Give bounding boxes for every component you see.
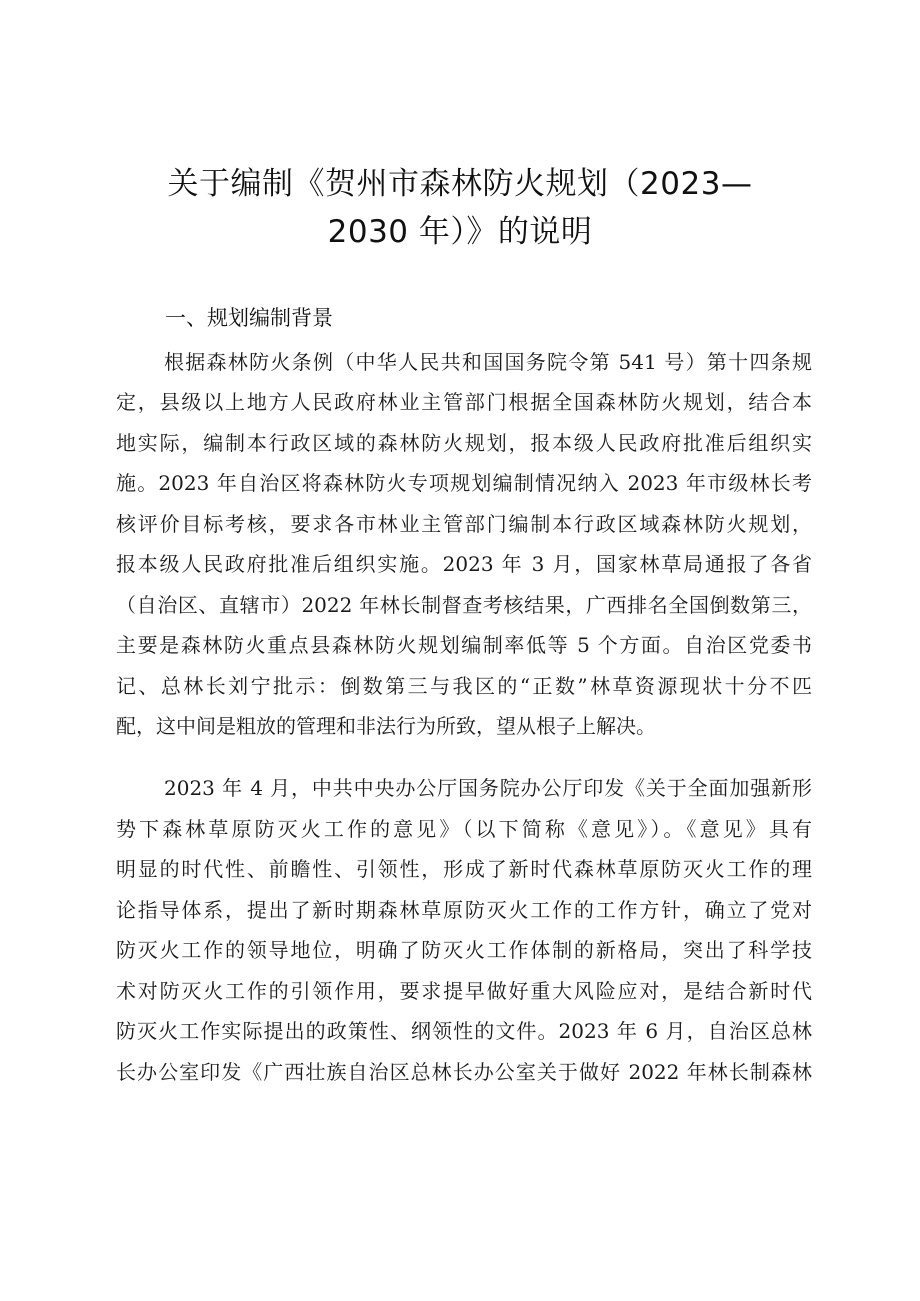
paragraph-line: 2023 年 4 月，中共中央办公厅国务院办公厅印发《关于全面加强新形 <box>164 776 812 800</box>
paragraph-line: 施。2023 年自治区将森林防火专项规划编制情况纳入 2023 年市级林长考 <box>116 471 812 495</box>
paragraph-line: 定，县级以上地方人民政府林业主管部门根据全国森林防火规划，结合本 <box>116 390 812 414</box>
paragraph-line: （自治区、直辖市）2022 年林长制督查考核结果，广西排名全国倒数第三， <box>116 593 812 617</box>
document-title-line-2: 2030 年）》的说明 <box>327 214 593 250</box>
paragraph-line: 论指导体系，提出了新时期森林草原防灭火工作的工作方针，确立了党对 <box>116 898 812 922</box>
paragraph-line: 地实际，编制本行政区域的森林防火规划，报本级人民政府批准后组织实 <box>116 431 812 455</box>
paragraph-line: 报本级人民政府批准后组织实施。2023 年 3 月，国家林草局通报了各省 <box>116 552 812 576</box>
paragraph-line: 明显的时代性、前瞻性、引领性，形成了新时代森林草原防灭火工作的理 <box>116 857 812 881</box>
paragraph-line: 记、总林长刘宁批示：倒数第三与我区的“正数”林草资源现状十分不匹 <box>116 674 812 698</box>
paragraph-line: 术对防灭火工作的引领作用，要求提早做好重大风险应对，是结合新时代 <box>116 979 812 1003</box>
paragraph-line: 长办公室印发《广西壮族自治区总林长办公室关于做好 2022 年林长制森林 <box>116 1060 812 1084</box>
paragraph-line: 防灭火工作的领导地位，明确了防灭火工作体制的新格局，突出了科学技 <box>116 938 812 962</box>
paragraph-line: 势下森林草原防灭火工作的意见》（以下简称《意见》）。《意见》具有 <box>116 817 812 841</box>
paragraph-line: 主要是森林防火重点县森林防火规划编制率低等 5 个方面。自治区党委书 <box>116 633 812 657</box>
paragraph-line: 核评价目标考核，要求各市林业主管部门编制本行政区域森林防火规划， <box>116 512 812 536</box>
paragraph-line: 防灭火工作实际提出的政策性、纲领性的文件。2023 年 6 月，自治区总林 <box>116 1019 812 1043</box>
document-title-line-1: 关于编制《贺州市森林防火规划（2023— <box>167 166 753 202</box>
section-heading: 一、规划编制背景 <box>165 306 333 330</box>
paragraph-line: 配，这中间是粗放的管理和非法行为所致，望从根子上解决。 <box>116 714 656 738</box>
paragraph-line: 根据森林防火条例（中华人民共和国国务院令第 541 号）第十四条规 <box>164 350 812 374</box>
